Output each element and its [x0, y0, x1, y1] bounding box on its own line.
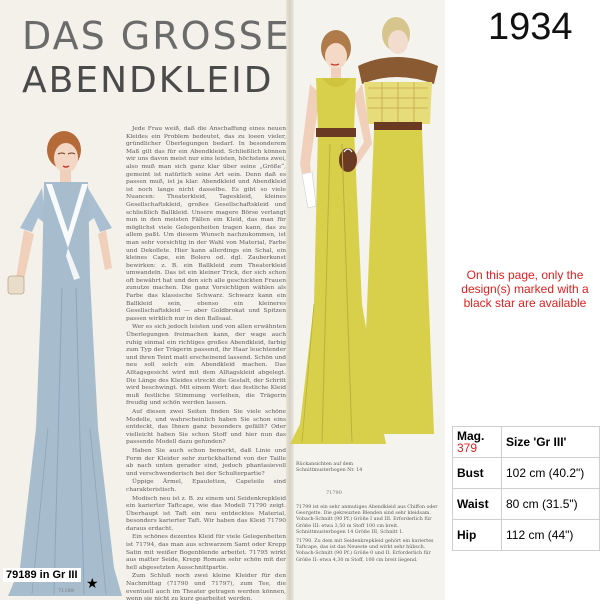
- measure-value: 112 cm (44"): [502, 520, 600, 551]
- table-row: [453, 489, 600, 520]
- article-paragraph: Zum Schluß noch zwei kleine Kleider für den Nachmittag (71790 und 71797), zum Tee, die eventuell auch im Theater getragen werden können, wenn sie nicht zu kurz gearbeitet werden.: [126, 573, 286, 603]
- caption-paragraph: 71790. Zu dem mit Seidenkrepkleid gehört ein kariertes Taftcape, das ist das Neueste und wirkt sehr hübsch. Vobach-Schnitt (90 Pf.) Größe 0 und II. Erforderlich für Größe II: etwa 4,30 m Stoff, 100 cm breit liegend.: [296, 539, 434, 563]
- black-star-icon: ★: [86, 575, 99, 591]
- right-design-number: 71790: [326, 490, 342, 496]
- size-table: [452, 426, 600, 551]
- available-design-label: 79189 in Gr III: [3, 568, 81, 582]
- table-row: [453, 520, 600, 551]
- measure-label: Bust: [453, 458, 502, 489]
- article-paragraph: Wer es sich jedoch leisten und von allen erwähnten Überlegungen freimachen kann, der wage auch ruhig einmal ein richtiges großes Abendkleid, farbig zum Typ der Trägerin passend, ihr Haar leuchtender und ihren Teint matt erscheinend lassend. Schön und neu soll solch ein Abendkleid machen. Das Alltagsgesicht wird mit dem Alltagskleid abgelegt. Die Länge des Kleides streckt die Gestalt, der Schritt wird beschwingt. Mit einem Wort: das festliche Kleid muß festliche Stimmung verleihen, die Trägerin freudig und schön werden lassen.: [126, 324, 286, 407]
- caption-paragraph: 71799 ist ein sehr anmutiges Abendkleid aus Chiffon oder Georgette. Die gekreuzten Blenden sind sehr kleidsam. Vobach-Schnitt (90 Pf.) Größe I und III. Erforderlich für Größe III: etwa 3,50 m Stoff 100 cm breit. Schnittmusterbogen 14 Größe III, Schnitt 1.: [296, 505, 438, 535]
- blue-gown-illustration: [2, 128, 132, 598]
- size-header: Size 'Gr III': [502, 427, 600, 458]
- measure-value: 80 cm (31.5"): [502, 489, 600, 520]
- headline-line-2: ABENDKLEID: [22, 60, 274, 101]
- magazine-number: 379: [457, 441, 478, 455]
- article-text: [126, 126, 286, 603]
- magazine-cell: [453, 427, 502, 458]
- article-paragraph: Jede Frau weiß, daß die Anschaffung eines neuen Kleides ein Problem bedeutet, das zu loeen vieler, gründlicher Überlegungen bedarf. In besonderem Maß gilt das für ein Abendkleid. Schließlich können wir uns davon meist nur eins leisten, höchstens zwei, also muß man sich ganz klar über seine „Größe“, gemeint ist natürlich seine Art sein. Denn daß es passen muß, ist ja klar. Abendkleid und Abendkleid ist noch lange nicht dasselbe. Es gibt so viele Nuancen: Theaterkleid, Tageskleid, kleines Gesellschaftskleid, großes Gesellschaftskleid und schließlich Ballkleid. Unsere magere Börse verlangt nun in den meisten Fällen ein Kleid, das man für möglichst viele Gelegenheiten tragen kann, das zu allem paßt. Um diesem Wunsch nachzukommen, ist man sehr vorsichtig in der Wahl von Material, Farbe und Dekollete. Hier kann allerdings ein Schal, ein kleines Cape, ein Bolero od. dgl. Zauberkunst bewirken: z. B. ein Ballkleid zum Theaterkleid umwandeln. Das ist ein kleiner Trick, der sich schon oft bewährt hat und den sich alle geschickten Frauen zunutze machen. Die ganz Vorsichtigen wählen als Farbe das klassische Schwarz. Schwarz kann ein Ballkleid sein, ebenso ein kleineres Gesellschaftskleid — aber Goldbrokat und Spitzen passen wirklich nur in den Ballsaal.: [126, 126, 286, 322]
- table-row: [453, 458, 600, 489]
- article-paragraph: Modisch neu ist z. B. zu einem uni Seidenkrepkleid ein karierter Taftcape, wie das Modell 71790 zeigt. Überhaupt ist Taft ein neu entdecktes Material, besonders karierter Taft. Wir haben das Kleid 71790 daraus erdacht.: [126, 495, 286, 532]
- reference-note: Rückansichten auf dem Schnittmusterbogen Nr. 14: [296, 462, 363, 473]
- yellow-gown-illustration: [292, 4, 444, 444]
- headline-line-1: DAS GROSSE: [22, 14, 291, 58]
- measure-value: 102 cm (40.2"): [502, 458, 600, 489]
- design-caption: [296, 505, 441, 567]
- article-paragraph: Haben Sie auch schon bemerkt, daß Linie und Form der Kleider sehr zurückhaltend von der Taille ab nach unten gerader sind, jedoch phantasievoll und verschwenderisch bei der Schulterpartie?: [126, 447, 286, 477]
- size-table-header-row: [453, 427, 600, 458]
- article-paragraph: Ein schönes dezentes Kleid für viele Gelegenheiten ist 71794, das man aus schwarzem Samt oder Krepp Satin mit weißer Bogenblende arbeitet. 71795 wirkt aus matter Seide, Krepp Romain sehr schön mit der hell abgesetzten Ausschnittpartie.: [126, 534, 286, 571]
- magazine-label: Mag.: [457, 429, 485, 443]
- left-design-number: 71189: [58, 588, 74, 594]
- measure-label: Hip: [453, 520, 502, 551]
- year-label: 1934: [488, 6, 573, 48]
- measure-label: Waist: [453, 489, 502, 520]
- availability-note: On this page, only the design(s) marked with a black star are available: [461, 268, 589, 310]
- article-paragraph: Auf diesen zwei Seiten finden Sie viele schöne Modelle, und wahrscheinlich haben Sie schon eins entdeckt, das Ihnen ganz besonders gefällt? Oder vielleicht haben Sie schon Stoff und hier nun das passende Modell dazu gefunden?: [126, 408, 286, 446]
- article-paragraph: Üppige Ärmel, Epauletten, Capeteile sind charakteristisch.: [126, 479, 286, 493]
